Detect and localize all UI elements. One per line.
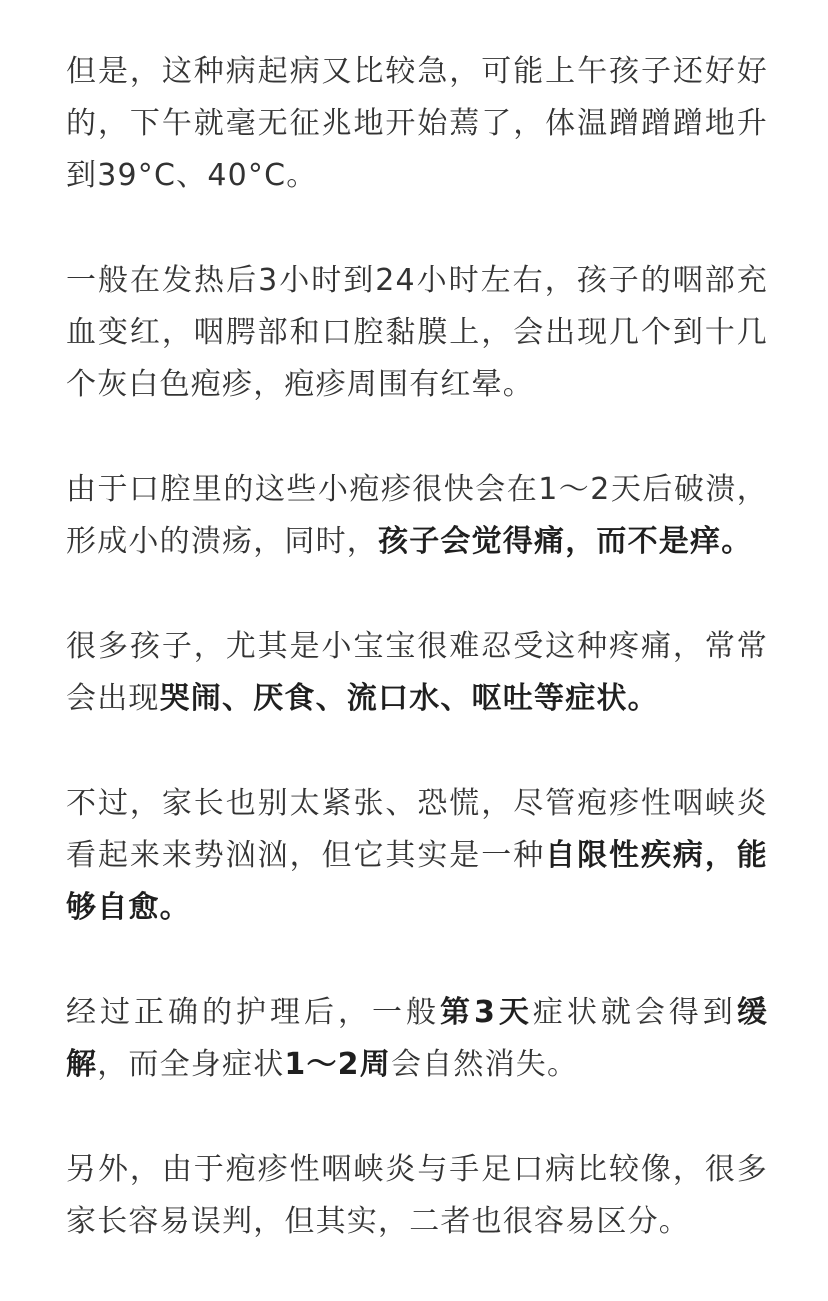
text-run: 另外，由于疱疹性咽峡炎与手足口病比较像，很多家长容易误判，但其实，二者也很容易区分。 [66,1152,768,1239]
paragraph [66,464,768,568]
text-run: 症状就会得到 [532,995,737,1030]
text-run: 经过正确的护理后，一般 [66,995,440,1030]
bold-text-run: 哭闹、厌食、流口水、呕吐等症状。 [159,681,659,716]
paragraph [66,255,768,411]
text-run: 但是，这种病起病又比较急，可能上午孩子还好好的，下午就毫无征兆地开始蔫了，体温蹭蹭蹭地升到39°C、40°C。 [66,54,768,193]
bold-text-run: 第3天 [439,995,533,1030]
paragraph [66,1144,768,1248]
bold-text-run: 自限性疾病，能够自愈。 [66,838,768,925]
text-run: 由于口腔里的这些小疱疹很快会在1～2天后破溃，形成小的溃疡，同时， [66,472,768,559]
paragraph [66,46,768,202]
text-run: 一般在发热后3小时到24小时左右，孩子的咽部充血变红，咽腭部和口腔黏膜上，会出现几个到十几个灰白色疱疹，疱疹周围有红晕。 [66,263,768,402]
text-run: ，而全身症状 [97,1047,285,1082]
paragraph [66,987,768,1091]
paragraph [66,778,768,934]
bold-text-run: 缓解 [66,995,769,1082]
paragraph [66,621,768,725]
text-run: 会自然消失。 [390,1047,579,1082]
bold-text-run: 孩子会觉得痛，而不是痒。 [378,524,753,559]
bold-text-run: 1～2周 [284,1047,391,1082]
text-run: 不过，家长也别太紧张、恐慌，尽管疱疹性咽峡炎看起来来势汹汹，但它其实是一种 [66,786,768,873]
text-run: 很多孩子，尤其是小宝宝很难忍受这种疼痛，常常会出现 [66,629,768,716]
